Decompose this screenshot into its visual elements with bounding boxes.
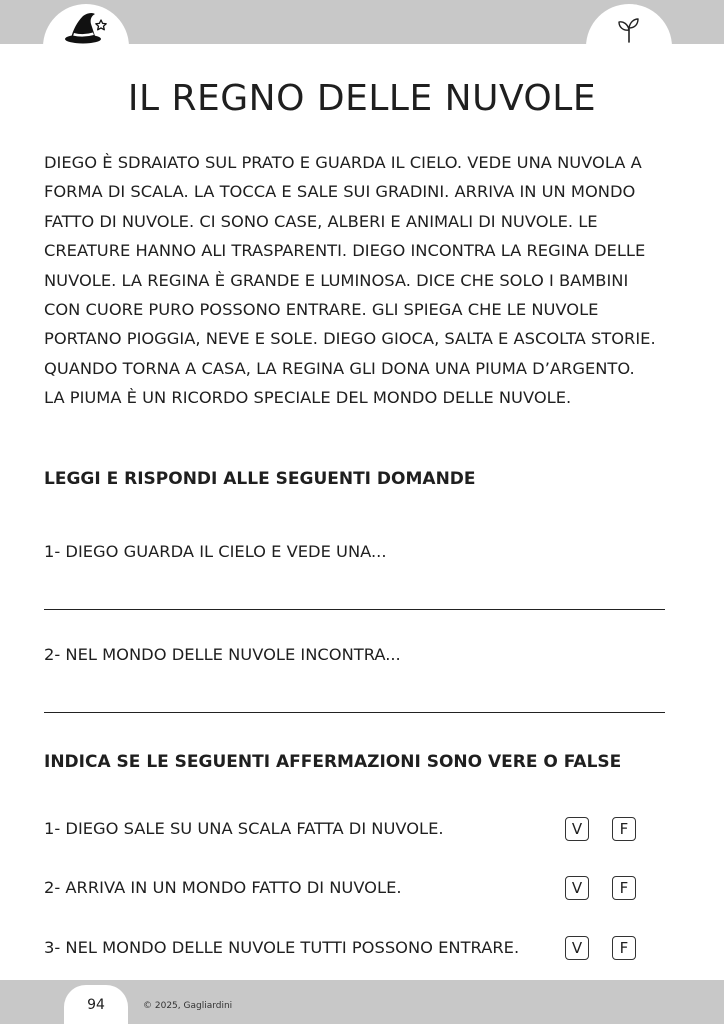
story-line: PORTANO PIOGGIA, NEVE E SOLE. DIEGO GIOCA, SALTA E ASCOLTA STORIE. bbox=[44, 329, 656, 349]
sprout-icon bbox=[586, 4, 672, 54]
story-line: QUANDO TORNA A CASA, LA REGINA GLI DONA UNA PIUMA D’ARGENTO. bbox=[44, 358, 635, 378]
statement-2: 2- ARRIVA IN UN MONDO FATTO DI NUVOLE. bbox=[44, 878, 402, 897]
true-checkbox-2[interactable]: V bbox=[565, 876, 589, 900]
true-false-heading: INDICA SE LE SEGUENTI AFFERMAZIONI SONO VERE O FALSE bbox=[44, 752, 622, 772]
story-line: NUVOLE. LA REGINA È GRANDE E LUMINOSA. DICE CHE SOLO I BAMBINI bbox=[44, 270, 629, 290]
story-line: CREATURE HANNO ALI TRASPARENTI. DIEGO INCONTRA LA REGINA DELLE bbox=[44, 241, 646, 261]
copyright-notice: © 2025, Gagliardini bbox=[143, 1001, 233, 1011]
true-checkbox-3[interactable]: V bbox=[565, 936, 589, 960]
question-2: 2- NEL MONDO DELLE NUVOLE INCONTRA... bbox=[44, 645, 401, 664]
answer-line-1[interactable] bbox=[44, 609, 665, 610]
false-checkbox-1[interactable]: F bbox=[612, 817, 636, 841]
page-number: 94 bbox=[87, 997, 105, 1013]
header-tab-right bbox=[586, 4, 672, 84]
true-checkbox-1[interactable]: V bbox=[565, 817, 589, 841]
answer-line-2[interactable] bbox=[44, 712, 665, 713]
story-line: DIEGO È SDRAIATO SUL PRATO E GUARDA IL CIELO. VEDE UNA NUVOLA A bbox=[44, 153, 642, 172]
story-line: FATTO DI NUVOLE. CI SONO CASE, ALBERI E ANIMALI DI NUVOLE. LE bbox=[44, 211, 598, 231]
statement-1: 1- DIEGO SALE SU UNA SCALA FATTA DI NUVOLE. bbox=[44, 819, 444, 838]
true-false-row-3 bbox=[44, 936, 684, 962]
true-false-row-2 bbox=[44, 876, 684, 902]
story-line: LA PIUMA È UN RICORDO SPECIALE DEL MONDO DELLE NUVOLE. bbox=[44, 388, 572, 408]
wizard-hat-icon bbox=[43, 4, 129, 54]
true-false-row-1 bbox=[44, 817, 684, 843]
page-title: IL REGNO DELLE NUVOLE bbox=[127, 78, 597, 119]
story-line: FORMA DI SCALA. LA TOCCA E SALE SUI GRADINI. ARRIVA IN UN MONDO bbox=[44, 182, 636, 202]
false-checkbox-2[interactable]: F bbox=[612, 876, 636, 900]
story-text bbox=[44, 148, 684, 413]
questions-heading: LEGGI E RISPONDI ALLE SEGUENTI DOMANDE bbox=[44, 469, 476, 489]
story-line: CON CUORE PURO POSSONO ENTRARE. GLI SPIEGA CHE LE NUVOLE bbox=[44, 300, 599, 320]
question-1: 1- DIEGO GUARDA IL CIELO E VEDE UNA... bbox=[44, 542, 387, 561]
header-tab-left bbox=[43, 4, 129, 84]
statement-3: 3- NEL MONDO DELLE NUVOLE TUTTI POSSONO ENTRARE. bbox=[44, 938, 520, 957]
false-checkbox-3[interactable]: F bbox=[612, 936, 636, 960]
